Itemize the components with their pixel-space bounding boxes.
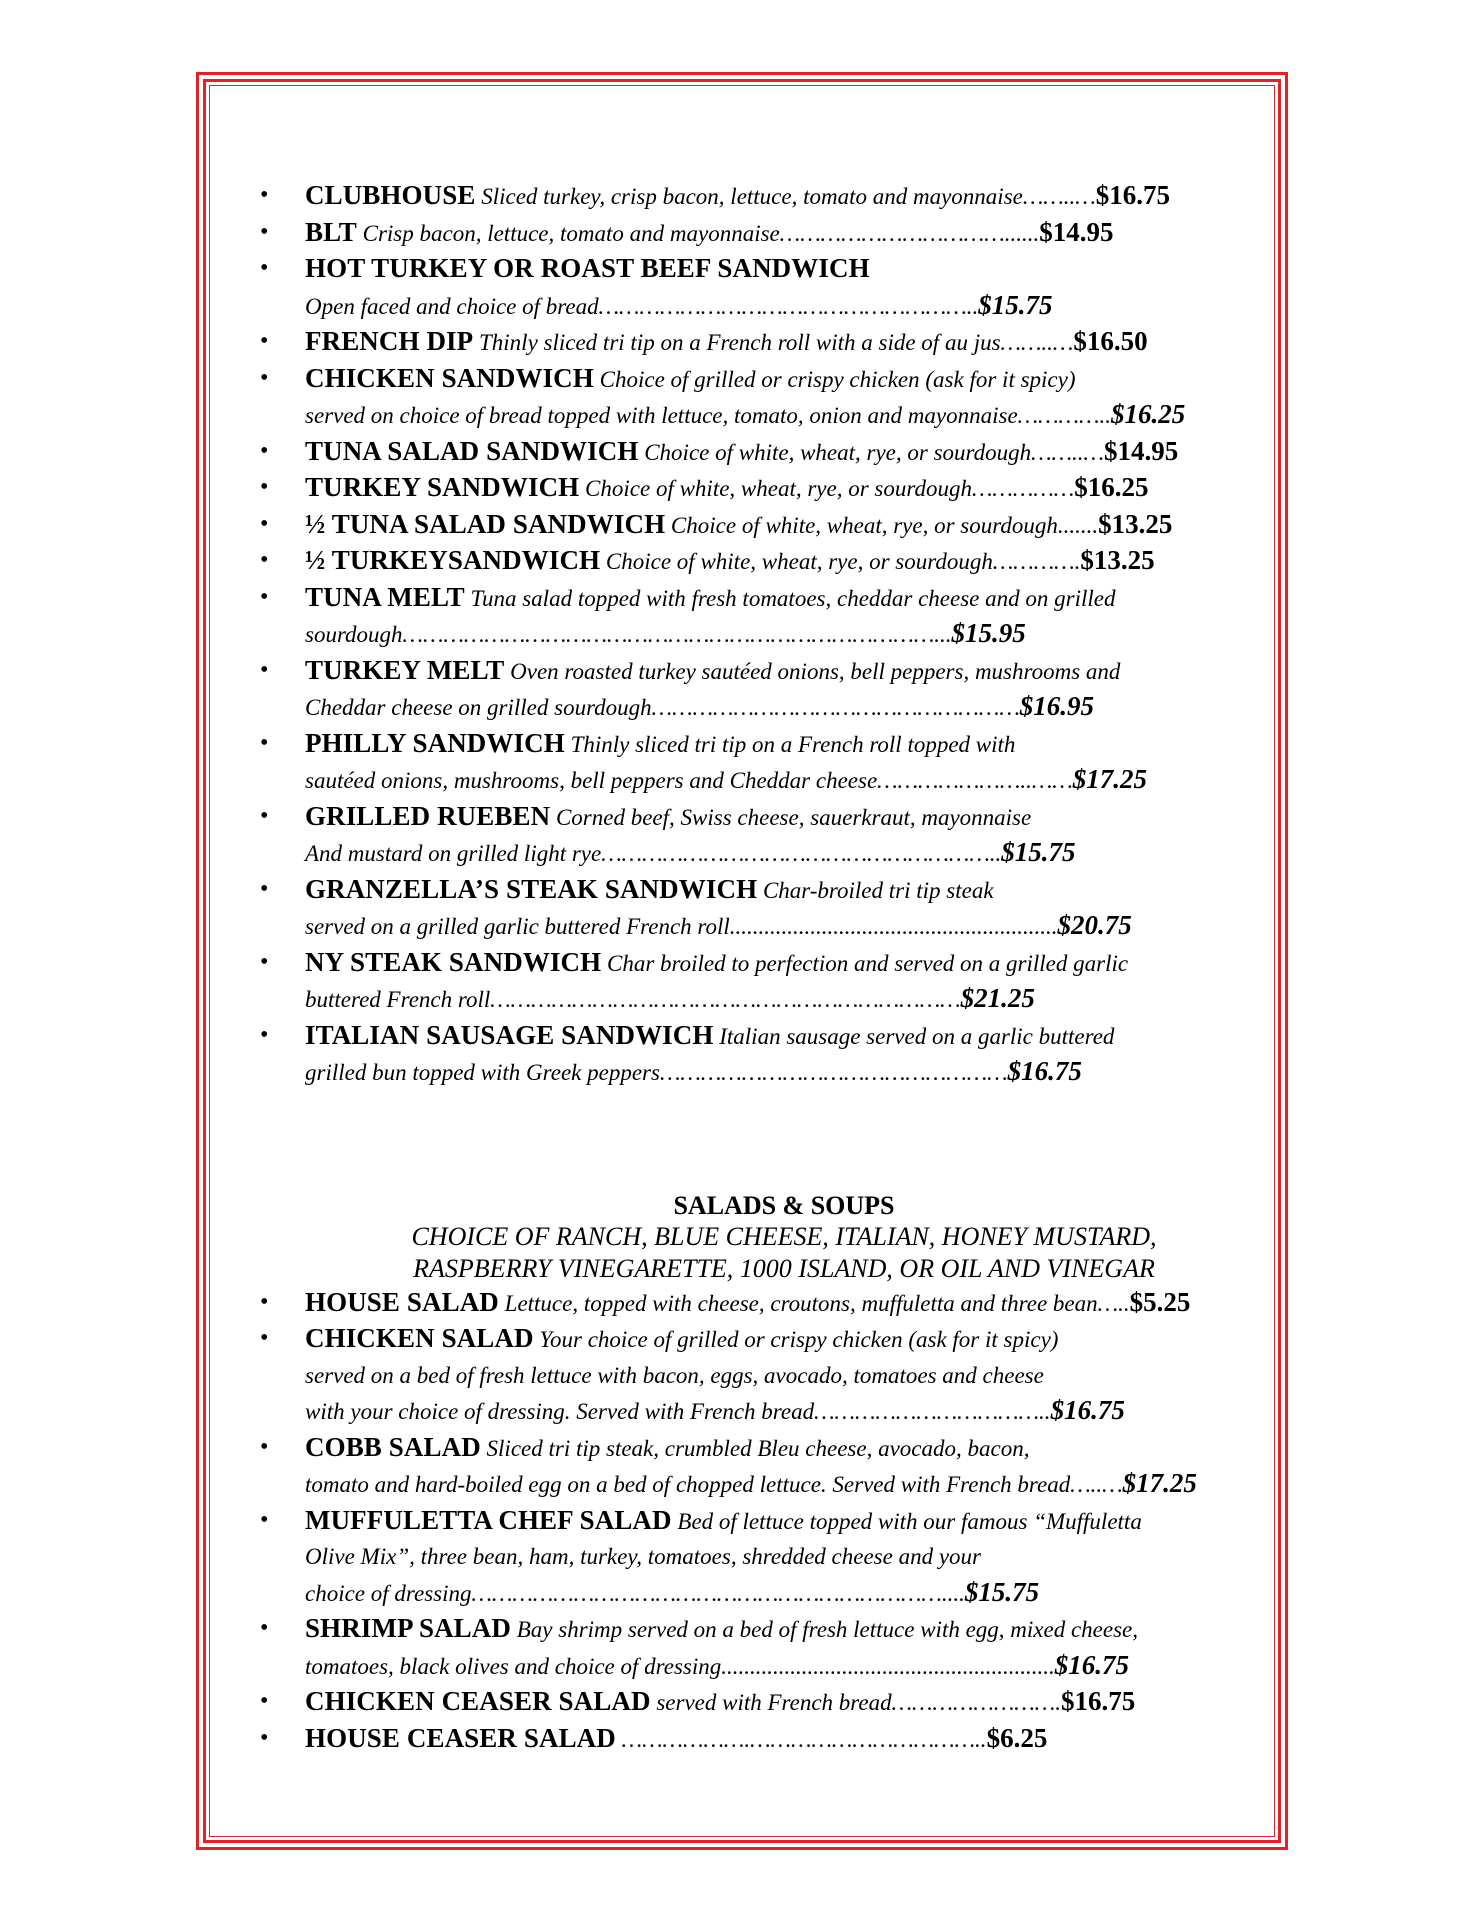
menu-item-price: $15.75	[978, 289, 1053, 320]
menu-item-description: Crisp bacon, lettuce, tomato and mayonnaise……………………………......	[362, 220, 1040, 246]
menu-item-name: HOUSE CEASER SALAD	[305, 1722, 616, 1753]
menu-item-line	[305, 945, 1268, 982]
menu-item-line	[305, 507, 1268, 544]
menu-item	[260, 361, 1268, 434]
menu-item-price: $14.95	[1104, 435, 1179, 466]
menu-item	[260, 178, 1268, 215]
menu-item-description: Char-broiled tri tip steak	[762, 877, 994, 903]
menu-item-line	[305, 1539, 1268, 1575]
menu-item-description: Corned beef, Swiss cheese, sauerkraut, mayonnaise	[555, 804, 1032, 830]
menu-item	[260, 1721, 1268, 1758]
menu-item	[260, 215, 1268, 252]
menu-item-name: TURKEY SANDWICH	[305, 472, 580, 502]
bullet-icon: •	[260, 437, 269, 464]
menu-item-description: Bay shrimp served on a bed of fresh lettuce with egg, mixed cheese,	[516, 1617, 1138, 1642]
salads-section-title: SALADS & SOUPS	[673, 1190, 895, 1220]
menu-item-description: Tuna salad topped with fresh tomatoes, cheddar cheese and on grilled	[470, 585, 1116, 611]
menu-item-price: $16.25	[1074, 472, 1149, 502]
menu-item-price: $16.75	[1007, 1056, 1082, 1086]
menu-item-description: served on choice of bread topped with lettuce, tomato, onion and mayonnaise…………..	[305, 403, 1111, 428]
menu-item-price: $16.95	[1019, 691, 1095, 721]
menu-item-description: Thinly sliced tri tip on a French roll topped with	[570, 731, 1016, 757]
bullet-icon: •	[260, 1288, 269, 1315]
menu-item	[260, 726, 1268, 799]
bullet-icon: •	[260, 729, 269, 756]
menu-item-description: Your choice of grilled or crispy chicken (ask for it spicy)	[539, 1327, 1059, 1352]
section-spacer	[260, 1091, 1268, 1191]
menu-item-price: $16.25	[1110, 399, 1186, 429]
bullet-icon: •	[260, 1325, 269, 1351]
menu-item-description: Choice of white, wheat, rye, or sourdough………….	[605, 549, 1081, 574]
menu-item-description: grilled bun topped with Greek peppers……………………………………………	[305, 1060, 1008, 1085]
menu-item-name: SHRIMP SALAD	[305, 1613, 511, 1643]
bullet-icon: •	[260, 510, 269, 537]
menu-item	[260, 1285, 1268, 1322]
menu-item-line	[305, 470, 1268, 507]
menu-item-description: Choice of white, wheat, rye, or sourdough……..…	[644, 439, 1104, 465]
menu-item-line	[305, 1503, 1268, 1540]
menu-item-price: $16.75	[1095, 180, 1170, 210]
bullet-icon: •	[260, 1021, 269, 1048]
menu-item-line	[305, 543, 1268, 580]
menu-item-description: buttered French roll……………………………………………………………	[305, 987, 961, 1012]
menu-item-description: Char broiled to perfection and served on a grilled garlic	[607, 950, 1129, 976]
menu-item-price: $21.25	[960, 983, 1035, 1013]
bullet-icon: •	[260, 1615, 269, 1641]
bullet-icon: •	[260, 875, 269, 902]
menu-item-price: $16.75	[1060, 1686, 1136, 1716]
menu-item-description: choice of dressing……………………………………………………………....	[305, 1580, 965, 1606]
menu-item-name: TUNA MELT	[305, 581, 465, 612]
sandwich-list	[260, 178, 1268, 1091]
dressing-options-line-2: RASPBERRY VINEGARETTE, 1000 ISLAND, OR OIL AND VINEGAR	[413, 1253, 1155, 1283]
menu-item	[260, 945, 1268, 1018]
menu-item-line	[305, 1018, 1268, 1055]
menu-item-name: TUNA SALAD SANDWICH	[305, 435, 639, 466]
menu-item-description: tomatoes, black olives and choice of dressing..........................................................	[305, 1653, 1055, 1679]
menu-item-line	[305, 726, 1268, 763]
menu-item-name: HOUSE SALAD	[305, 1286, 499, 1317]
menu-item-line	[305, 872, 1268, 909]
bullet-icon: •	[260, 547, 269, 573]
menu-item-line	[305, 1611, 1268, 1648]
menu-item	[260, 1018, 1268, 1091]
menu-item-name: COBB SALAD	[305, 1431, 481, 1462]
menu-item-price: $15.95	[951, 618, 1026, 648]
menu-item-description: Bed of lettuce topped with our famous “Muffuletta	[677, 1508, 1142, 1534]
menu-item-name: MUFFULETTA CHEF SALAD	[305, 1504, 672, 1535]
menu-item-line	[305, 1430, 1268, 1467]
menu-item-description: Sliced turkey, crisp bacon, lettuce, tomato and mayonnaise……..…	[481, 184, 1096, 209]
menu-item	[260, 1321, 1268, 1430]
menu-item-line	[305, 616, 1268, 653]
menu-item-line	[305, 835, 1268, 872]
menu-item-price: $16.50	[1073, 326, 1148, 356]
menu-item-name: CLUBHOUSE	[305, 180, 476, 210]
menu-item	[260, 1611, 1268, 1684]
menu-item-price: $16.75	[1050, 1395, 1125, 1425]
menu-item-line	[305, 361, 1268, 398]
bullet-icon: •	[260, 802, 269, 829]
menu-item-description: sourdough……………………………………………………………………...	[305, 622, 952, 647]
bullet-icon: •	[260, 328, 269, 354]
menu-item-name: ITALIAN SAUSAGE SANDWICH	[305, 1019, 714, 1050]
menu-item-description: Open faced and choice of bread………………………………………………..	[305, 293, 979, 319]
menu-item-name: TURKEY MELT	[305, 654, 505, 685]
menu-item-price: $6.25	[986, 1722, 1048, 1753]
menu-item	[260, 1430, 1268, 1503]
menu-item-line	[305, 1358, 1268, 1394]
menu-item-line	[305, 1575, 1268, 1612]
bullet-icon: •	[260, 1724, 269, 1751]
menu-item-line	[305, 799, 1268, 836]
menu-item-description: with your choice of dressing. Served with French bread……………………………..	[305, 1399, 1051, 1424]
menu-item-description: served on a bed of fresh lettuce with bacon, eggs, avocado, tomatoes and cheese	[305, 1362, 1044, 1388]
menu-item	[260, 580, 1268, 653]
menu-item-description: tomato and hard-boiled egg on a bed of chopped lettuce. Served with French bread…..…	[305, 1472, 1123, 1497]
menu-item-name: GRANZELLA’S STEAK SANDWICH	[305, 873, 758, 904]
menu-item-line	[305, 1721, 1268, 1758]
menu-item-name: ½ TURKEYSANDWICH	[305, 545, 601, 575]
bullet-icon: •	[260, 1433, 269, 1460]
menu-item-line	[305, 1054, 1268, 1091]
menu-item	[260, 872, 1268, 945]
menu-item-description: Olive Mix”, three bean, ham, turkey, tomatoes, shredded cheese and your	[305, 1544, 981, 1569]
menu-item-description: Cheddar cheese on grilled sourdough………………………………………………	[305, 695, 1020, 720]
menu-item-description: sautéed onions, mushrooms, bell peppers and Cheddar cheese…………………..……	[305, 768, 1073, 793]
menu-item-price: $13.25	[1098, 508, 1173, 539]
menu-item-price: $20.75	[1057, 910, 1132, 940]
menu-item-name: PHILLY SANDWICH	[305, 727, 565, 758]
menu-item-line	[305, 689, 1268, 726]
bullet-icon: •	[260, 1506, 269, 1533]
bullet-icon: •	[260, 364, 269, 391]
menu-item	[260, 1684, 1268, 1721]
menu-item-description: Choice of white, wheat, rye, or sourdough.......	[670, 512, 1099, 538]
menu-item-description: served with French bread…………………….	[656, 1690, 1061, 1715]
menu-item-price: $14.95	[1039, 216, 1114, 247]
menu-item	[260, 1503, 1268, 1612]
menu-item-line	[305, 908, 1268, 945]
menu-item-line	[305, 397, 1268, 434]
menu-item-line	[305, 653, 1268, 690]
bullet-icon: •	[260, 656, 269, 683]
menu-item-line	[305, 288, 1268, 325]
menu-item-name: GRILLED RUEBEN	[305, 800, 551, 831]
menu-item-description: Choice of grilled or crispy chicken (ask for it spicy)	[599, 366, 1076, 392]
menu-item	[260, 434, 1268, 471]
menu-item-description: Oven roasted turkey sautéed onions, bell peppers, mushrooms and	[510, 658, 1121, 684]
menu-item-name: NY STEAK SANDWICH	[305, 946, 602, 977]
menu-content	[260, 178, 1268, 1757]
menu-item-price: $15.75	[1001, 837, 1076, 867]
menu-item-line	[305, 981, 1268, 1018]
menu-item-name: HOT TURKEY OR ROAST BEEF SANDWICH	[305, 253, 870, 283]
menu-item-description: Italian sausage served on a garlic buttered	[719, 1023, 1115, 1049]
menu-item-description: Lettuce, topped with cheese, croutons, muffuletta and three bean…..	[504, 1290, 1130, 1316]
menu-item-name: CHICKEN CEASER SALAD	[305, 1686, 651, 1716]
bullet-icon: •	[260, 255, 269, 281]
menu-item	[260, 653, 1268, 726]
menu-item	[260, 799, 1268, 872]
menu-item-name: ½ TUNA SALAD SANDWICH	[305, 508, 666, 539]
menu-item-price: $16.75	[1054, 1649, 1130, 1680]
menu-item-price: $13.25	[1080, 545, 1155, 575]
menu-item-description: ……………….……………………………..	[621, 1726, 987, 1752]
menu-item	[260, 543, 1268, 580]
menu-item-line	[305, 1466, 1268, 1503]
bullet-icon: •	[260, 948, 269, 975]
menu-item	[260, 470, 1268, 507]
menu-item	[260, 324, 1268, 361]
menu-item	[260, 251, 1268, 324]
menu-item-line	[305, 1648, 1268, 1685]
menu-item-line	[305, 1321, 1268, 1358]
bullet-icon: •	[260, 474, 269, 500]
menu-item-line	[305, 1393, 1268, 1430]
salad-list	[260, 1285, 1268, 1758]
menu-item-price: $17.25	[1122, 1468, 1197, 1498]
menu-item-name: BLT	[305, 216, 357, 247]
dressing-options-line-1: CHOICE OF RANCH, BLUE CHEESE, ITALIAN, HONEY MUSTARD,	[411, 1221, 1157, 1251]
menu-item-name: FRENCH DIP	[305, 326, 474, 356]
menu-item-price: $17.25	[1072, 764, 1147, 794]
menu-item-description: Choice of white, wheat, rye, or sourdough……………	[585, 476, 1075, 501]
menu-item-line	[305, 178, 1268, 215]
bullet-icon: •	[260, 218, 269, 245]
menu-item-price: $15.75	[964, 1576, 1040, 1607]
menu-item-price: $5.25	[1129, 1286, 1191, 1317]
menu-item-line	[305, 251, 1268, 288]
menu-item-description: served on a grilled garlic buttered French roll.........................................................	[305, 914, 1058, 939]
menu-item-line	[305, 324, 1268, 361]
bullet-icon: •	[260, 583, 269, 610]
menu-item-name: CHICKEN SALAD	[305, 1323, 534, 1353]
menu-item-line	[305, 762, 1268, 799]
menu-item-description: Thinly sliced tri tip on a French roll with a side of au jus……..…	[479, 330, 1074, 355]
menu-item-description: And mustard on grilled light rye…………………………………………………..	[305, 841, 1002, 866]
menu-item	[260, 507, 1268, 544]
menu-item-line	[305, 215, 1268, 252]
menu-item-description: Sliced tri tip steak, crumbled Bleu cheese, avocado, bacon,	[486, 1435, 1030, 1461]
menu-item-line	[305, 1684, 1268, 1721]
menu-item-line	[305, 580, 1268, 617]
menu-item-name: CHICKEN SANDWICH	[305, 362, 594, 393]
menu-item-line	[305, 1285, 1268, 1322]
menu-item-line	[305, 434, 1268, 471]
bullet-icon: •	[260, 1688, 269, 1714]
bullet-icon: •	[260, 182, 269, 208]
